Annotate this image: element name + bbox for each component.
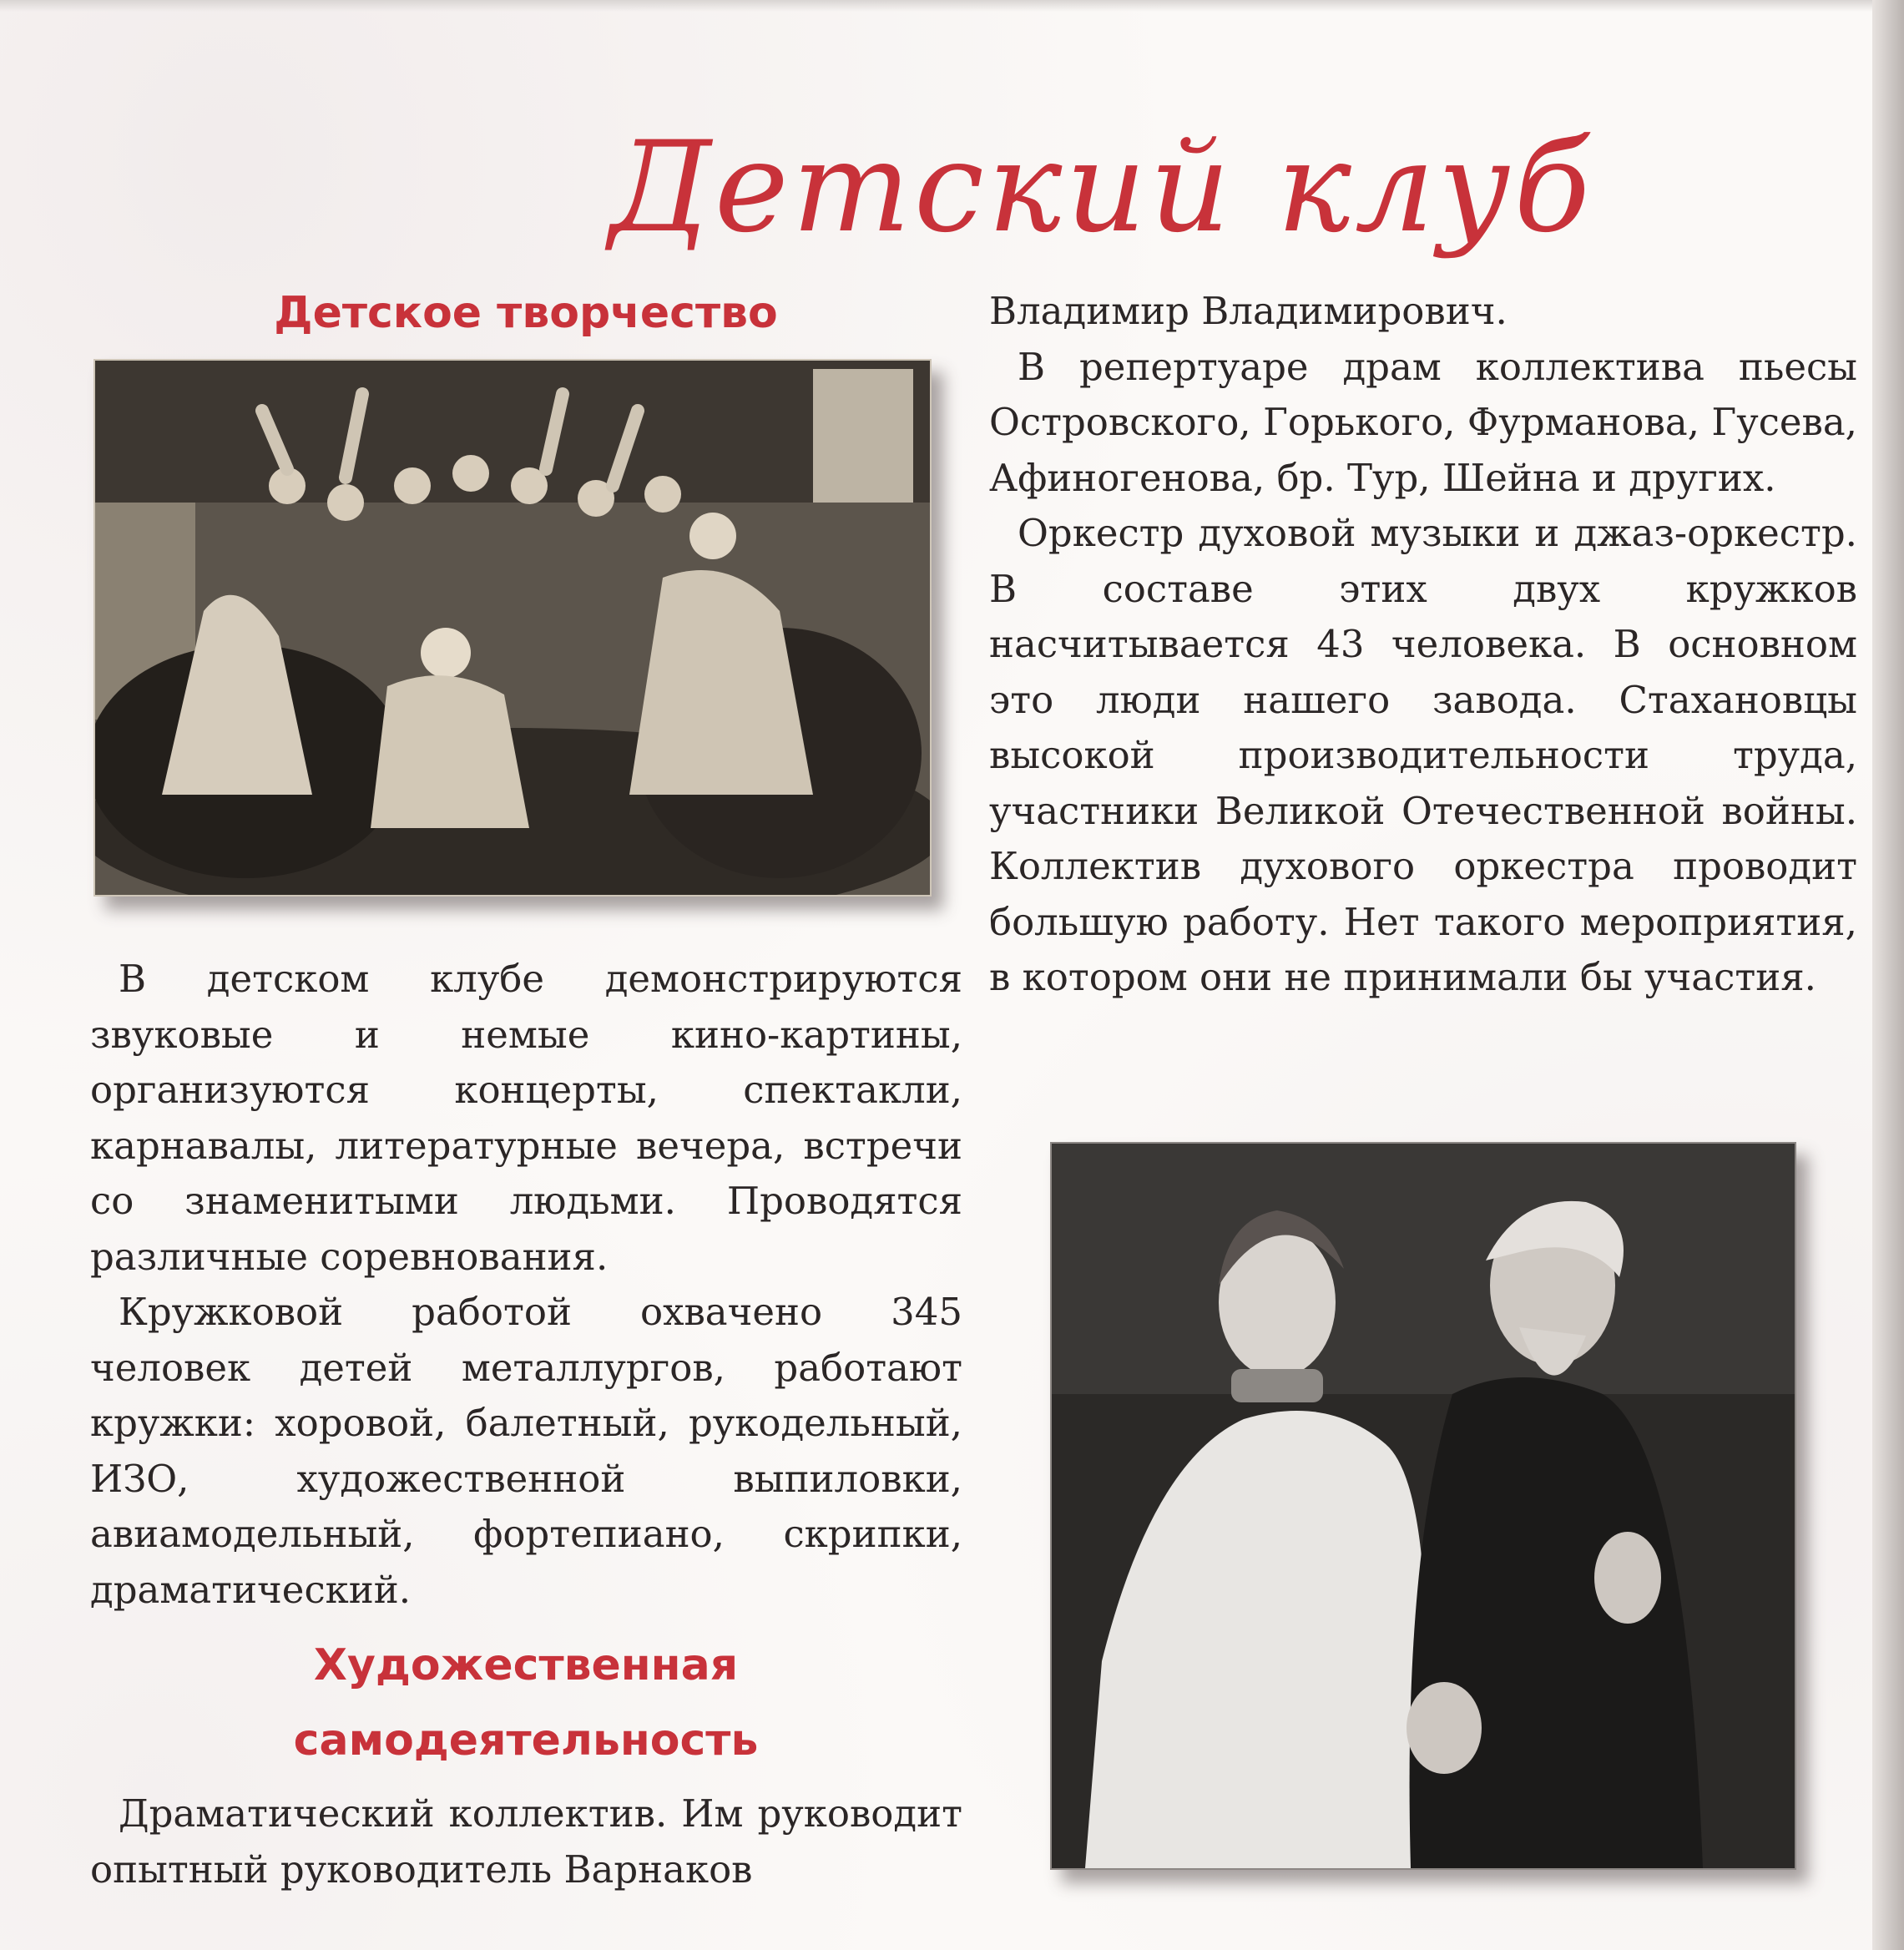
drama-scene-photo bbox=[1050, 1142, 1796, 1870]
page-top-edge bbox=[0, 0, 1904, 12]
paragraph-drama-collective: Драматический коллектив. Им руководит опытный руководитель Варнаков bbox=[90, 1791, 962, 1892]
page-binding-edge bbox=[1872, 0, 1904, 1950]
dance-group-illustration bbox=[95, 361, 930, 895]
paragraph-children-club: В детском клубе демонстрируются звуковые и немые кино-картины, организуются концерты, спектакли, карнавалы, литературные вечера, встречи со знаменитыми людьми. Проводятся различные соревнования. bbox=[90, 957, 962, 1279]
paragraph-orchestra: Оркестр духовой музыки и джаз-оркестр. В составе этих двух кружков насчитывается 43 человека. В основном это люди нашего завода. Стахановцы высокой производительности труда, участники Великой Отечественной войны. Коллектив духового оркестра проводит большую работу. Нет такого мероприятия, в котором они не принимали бы участия. bbox=[989, 511, 1857, 999]
paragraph-circles: Кружковой работой охвачено 345 человек детей металлургов, работают кружки: хоровой, балетный, рукодельный, ИЗО, художественной выпиловки, авиамодельный, фортепиано, скрипки, драматический. bbox=[90, 1290, 962, 1612]
left-column-drama-text bbox=[90, 1786, 962, 1897]
dance-group-photo bbox=[93, 359, 932, 897]
section-heading-amateur-line2: самодеятельность bbox=[293, 1715, 759, 1766]
section-heading-creativity: Детское творчество bbox=[274, 288, 778, 338]
paragraph-repertoire: В репертуаре драм коллектива пьесы Островского, Горького, Фурманова, Гусева, Афиногенова, бр. Тур, Шейна и других. bbox=[989, 344, 1857, 500]
page-title: Детский клуб bbox=[609, 115, 1594, 260]
right-column-text bbox=[989, 284, 1857, 1006]
drama-scene-illustration bbox=[1052, 1144, 1795, 1868]
paragraph-director-name: Владимир Владимирович. bbox=[989, 289, 1508, 333]
left-column-text bbox=[90, 952, 962, 1618]
section-heading-amateur-line1: Художественная bbox=[313, 1640, 739, 1690]
